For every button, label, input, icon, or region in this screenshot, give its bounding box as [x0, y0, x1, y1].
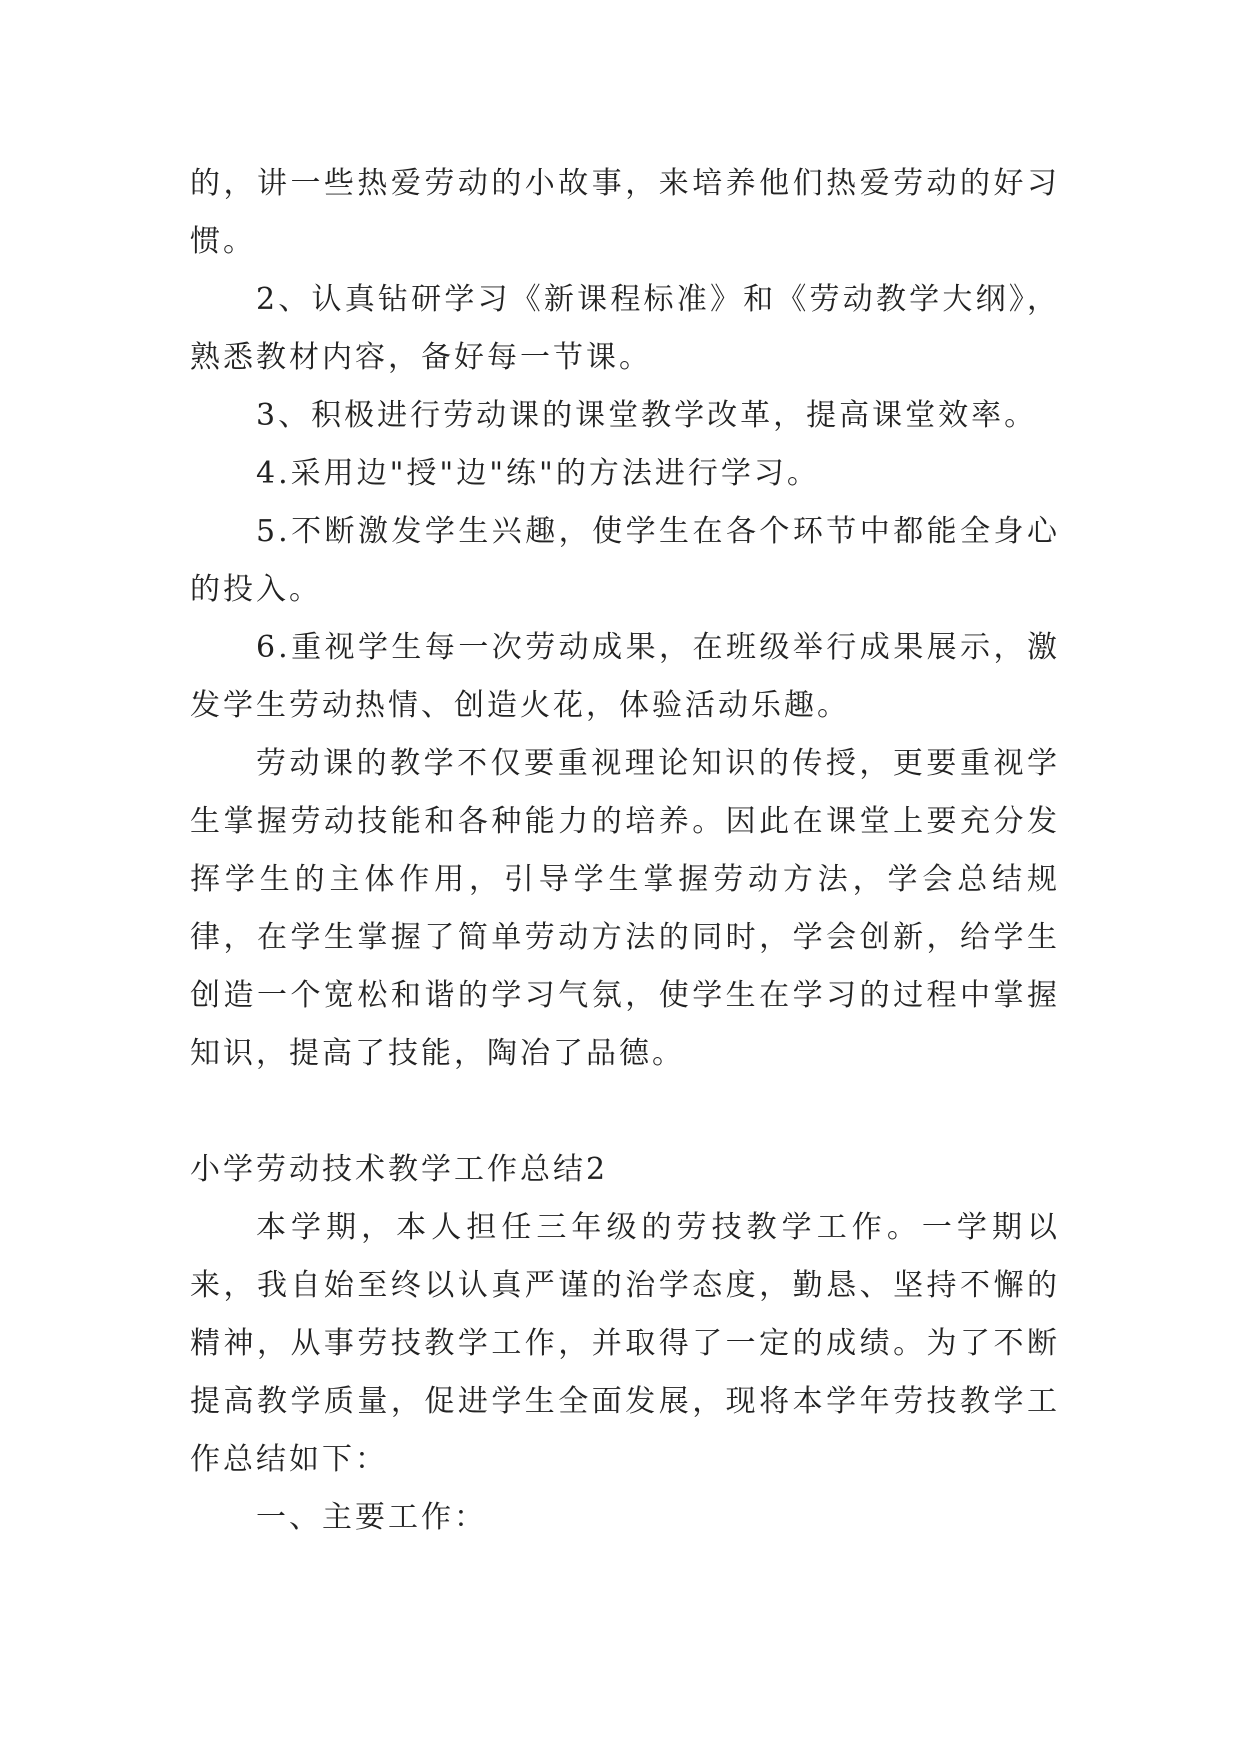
paragraph-3: 3、积极进行劳动课的课堂教学改革，提高课堂效率。 — [256, 398, 1038, 433]
document-body — [190, 155, 1060, 1547]
paragraph-5: 5.不断激发学生兴趣，使学生在各个环节中都能全身心的投入。 — [190, 514, 1060, 607]
paragraph-2: 2、认真钻研学习《新课程标准》和《劳动教学大纲》，熟悉教材内容，备好每一节课。 — [190, 282, 1060, 375]
section-paragraph-2: 一、主要工作： — [256, 1500, 487, 1535]
paragraph-7: 劳动课的教学不仅要重视理论知识的传授，更要重视学生掌握劳动技能和各种能力的培养。因此在课堂上要充分发挥学生的主体作用，引导学生掌握劳动方法，学会总结规律，在学生掌握了简单劳动方法的同时，学会创新，给学生创造一个宽松和谐的学习气氛，使学生在学习的过程中掌握知识，提高了技能，陶冶了品德。 — [190, 746, 1060, 1071]
section-paragraph-1: 本学期，本人担任三年级的劳技教学工作。一学期以来，我自始至终以认真严谨的治学态度，勤恳、坚持不懈的精神，从事劳技教学工作，并取得了一定的成绩。为了不断提高教学质量，促进学生全面发展，现将本学年劳技教学工作总结如下： — [190, 1210, 1060, 1477]
paragraph-4: 4.采用边"授"边"练"的方法进行学习。 — [256, 456, 820, 491]
section-title: 小学劳动技术教学工作总结2 — [190, 1152, 609, 1187]
paragraph-6: 6.重视学生每一次劳动成果，在班级举行成果展示，激发学生劳动热情、创造火花，体验活动乐趣。 — [190, 630, 1060, 723]
paragraph-1: 的，讲一些热爱劳动的小故事，来培养他们热爱劳动的好习惯。 — [190, 166, 1060, 259]
